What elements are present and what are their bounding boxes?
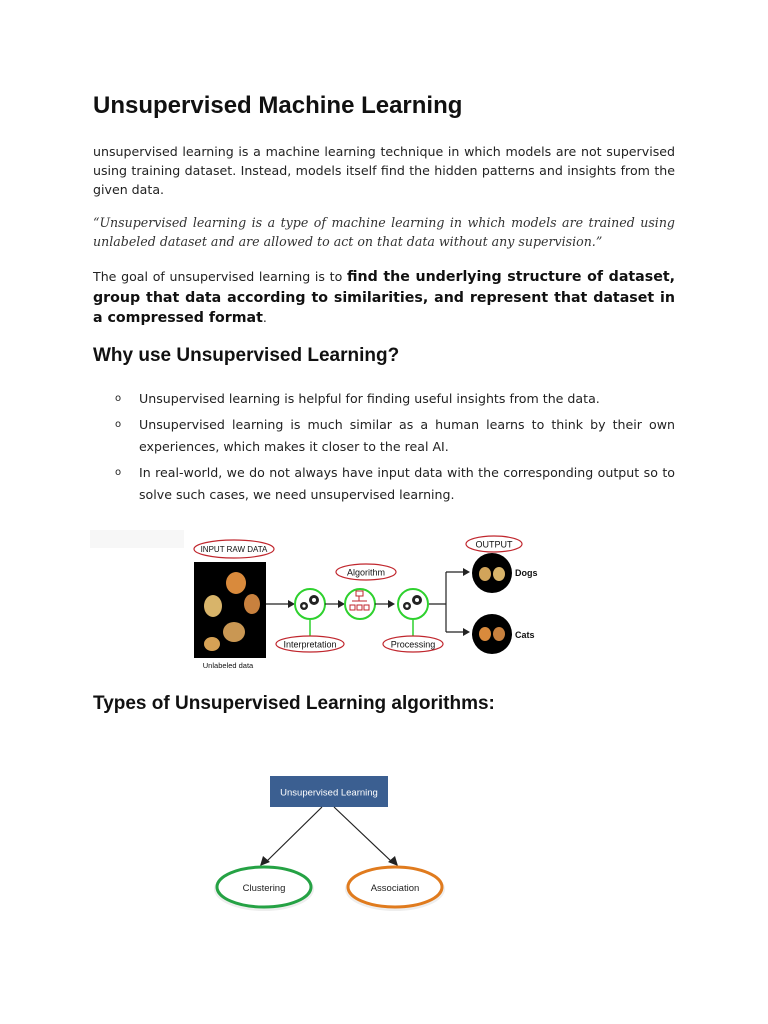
dog-image (479, 567, 491, 581)
cats-label: Cats (515, 630, 535, 640)
arrow-head-icon (388, 856, 398, 866)
arrow-head-icon (388, 600, 395, 608)
arrow-head-icon (338, 600, 345, 608)
dog-image (493, 567, 505, 581)
processing-label: Processing (390, 639, 436, 650)
goal-prefix: The goal of unsupervised learning is to (93, 269, 347, 284)
dogs-circle (472, 553, 512, 593)
interpretation-label: Interpretation (283, 639, 337, 650)
algorithm-label: Algorithm (346, 567, 386, 578)
cat-image (493, 627, 505, 641)
list-item (93, 462, 675, 506)
gear-ring-2 (398, 589, 428, 619)
list-item-text: In real-world, we do not always have input data with the corresponding output so to solve such cases, we need unsupervised learning. (139, 465, 675, 502)
arrow-head-icon (260, 856, 270, 866)
process-diagram (88, 528, 548, 676)
faint-box (90, 530, 184, 548)
output-label: OUTPUT (475, 539, 513, 550)
cats-circle (472, 614, 512, 654)
dogs-label: Dogs (515, 568, 538, 578)
association-label: Association (370, 883, 420, 894)
goal-paragraph (93, 267, 675, 329)
goal-bold: find the underlying structure of dataset, group that data according to similarities, and represent that dataset in a compressed format (93, 269, 675, 326)
definition-quote: “Unsupervised learning is a type of machine learning in which models are trained using unlabeled dataset and are allowed to act on that data without any supervision.” (93, 215, 675, 249)
page-title: Unsupervised Machine Learning (93, 92, 463, 119)
bullet-icon: o (115, 467, 122, 478)
tree-edge (334, 807, 392, 862)
why-heading: Why use Unsupervised Learning? (93, 345, 400, 366)
types-heading: Types of Unsupervised Learning algorithms: (93, 693, 495, 714)
types-diagram (200, 770, 450, 920)
goal-suffix: . (262, 310, 267, 325)
tree-edge (266, 807, 322, 862)
clustering-label: Clustering (242, 883, 286, 894)
bullet-icon: o (115, 419, 122, 430)
list-item-text: Unsupervised learning is helpful for finding useful insights from the data. (139, 391, 600, 406)
list-item (93, 388, 675, 410)
list-item (93, 414, 675, 458)
intro-paragraph: unsupervised learning is a machine learning technique in which models are not supervised using training dataset. Instead, models itself find the hidden patterns and insights from the given data. (93, 144, 675, 197)
cat-image (479, 627, 491, 641)
arrow-head-icon (288, 600, 295, 608)
bullet-icon: o (115, 393, 122, 404)
input-label: INPUT RAW DATA (200, 545, 268, 554)
arrow-head-icon (463, 568, 470, 576)
arrow-head-icon (463, 628, 470, 636)
algorithm-ring (345, 589, 375, 619)
gear-ring-1 (295, 589, 325, 619)
root-label: Unsupervised Learning (280, 787, 378, 799)
list-item-text: Unsupervised learning is much similar as a human learns to think by their own experiences, which makes it closer to the real AI. (139, 417, 675, 454)
unlabeled-label: Unlabeled data (202, 661, 254, 670)
why-list (93, 388, 675, 510)
